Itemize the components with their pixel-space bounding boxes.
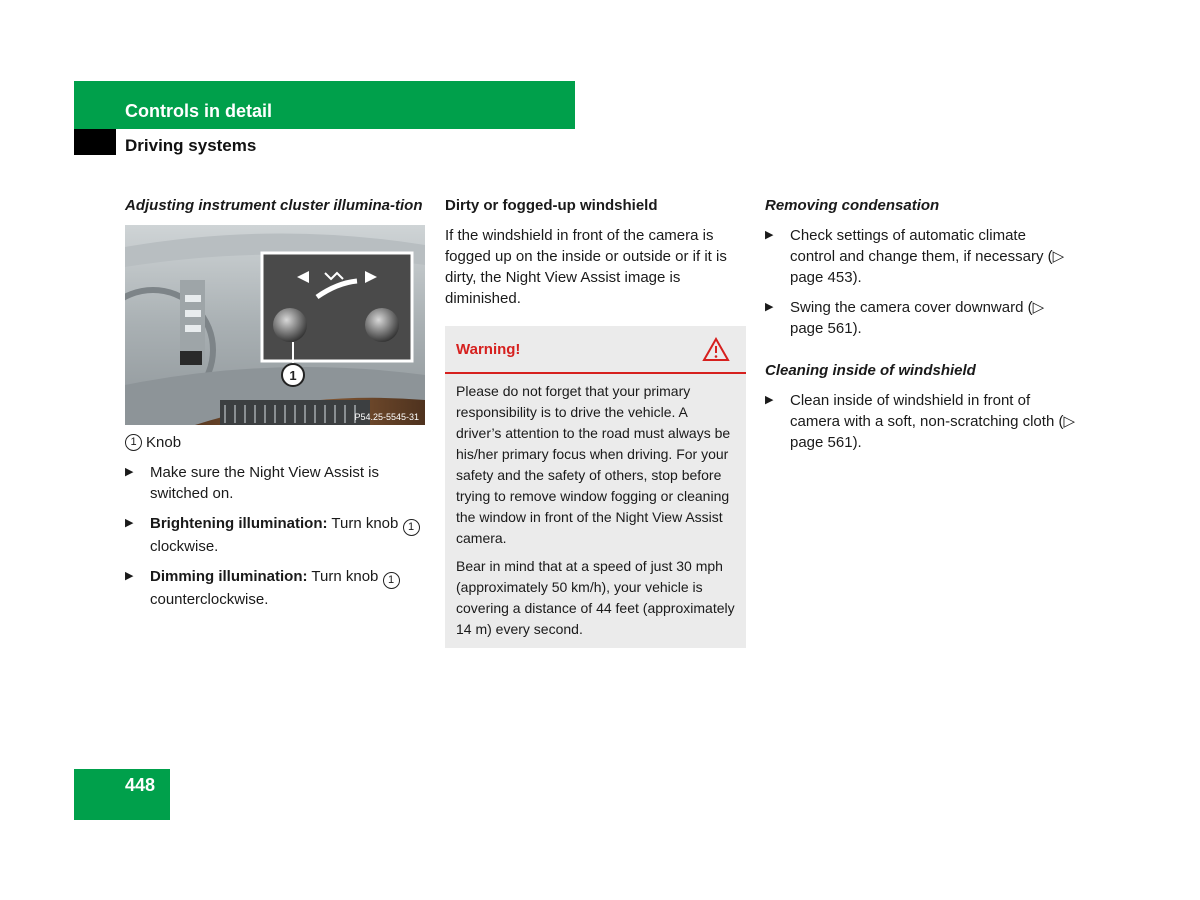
header-black-tab xyxy=(74,129,116,155)
subsection-title: Driving systems xyxy=(125,136,257,155)
bullet-text: Dimming illumination: Turn knob 1 counterclockwise. xyxy=(150,566,425,610)
bullet-text: Swing the camera cover downward (▷ page 561). xyxy=(790,299,1045,337)
warning-body xyxy=(445,374,746,640)
callout-number: 1 xyxy=(125,434,142,451)
triangle-right-icon: ▶ xyxy=(765,394,774,406)
figure-caption xyxy=(125,432,425,453)
warning-paragraph: Bear in mind that at a speed of just 30 mph (approximately 50 km/h), your vehicle is covering a distance of 44 feet (approximately 14 m) every second. xyxy=(456,558,735,637)
list-item xyxy=(765,390,1075,453)
bullet-text: Brightening illumination: Turn knob 1 clockwise. xyxy=(150,513,425,557)
heading-removing-condensation: Removing condensation xyxy=(765,197,940,214)
list-item xyxy=(125,566,425,610)
bullet-text: Make sure the Night View Assist is switched on. xyxy=(150,464,379,502)
svg-text:1: 1 xyxy=(289,368,297,383)
list-item xyxy=(125,513,425,557)
svg-text:P54.25-5545-31: P54.25-5545-31 xyxy=(354,412,419,422)
heading-instrument-illumination: Adjusting instrument cluster illumina-tion xyxy=(125,197,423,214)
list-item xyxy=(765,297,1075,339)
section-title: Controls in detail xyxy=(125,101,273,121)
warning-paragraph: Please do not forget that your primary responsibility is to drive the vehicle. A driver’s attention to the road must always be his/her primary focus when driving. For your safety and the safety of others, stop before trying to remove window fogging or cleaning the window in front of the Night View Assist camera. xyxy=(456,383,731,546)
column-1 xyxy=(125,195,425,610)
page-number-box xyxy=(74,769,170,820)
page-number: 448 xyxy=(125,775,156,795)
column-3 xyxy=(765,195,1075,453)
triangle-right-icon: ▶ xyxy=(765,229,774,241)
bullet-text: Clean inside of windshield in front of camera with a soft, non-scratching cloth (▷ page 561). xyxy=(790,392,1075,451)
body-paragraph: If the windshield in front of the camera is fogged up on the inside or outside or if it is dirty, the Night View Assist image is diminished. xyxy=(445,227,727,307)
list-item xyxy=(125,462,425,504)
warning-header xyxy=(445,326,746,374)
warning-title: Warning! xyxy=(456,340,521,358)
triangle-right-icon: ▶ xyxy=(765,301,774,313)
triangle-right-icon: ▶ xyxy=(125,466,134,478)
list-item xyxy=(765,225,1075,288)
dashboard-photo xyxy=(125,225,425,425)
triangle-right-icon: ▶ xyxy=(125,570,134,582)
column-2 xyxy=(445,195,746,648)
heading-cleaning-windshield: Cleaning inside of windshield xyxy=(765,362,976,379)
warning-triangle-icon xyxy=(702,337,730,362)
heading-dirty-windshield: Dirty or fogged-up windshield xyxy=(445,197,658,214)
triangle-right-icon: ▶ xyxy=(125,517,134,529)
warning-box xyxy=(445,326,746,648)
caption-label: Knob xyxy=(146,434,182,451)
bullet-text: Check settings of automatic climate control and change them, if necessary (▷ page 453). xyxy=(790,227,1065,286)
